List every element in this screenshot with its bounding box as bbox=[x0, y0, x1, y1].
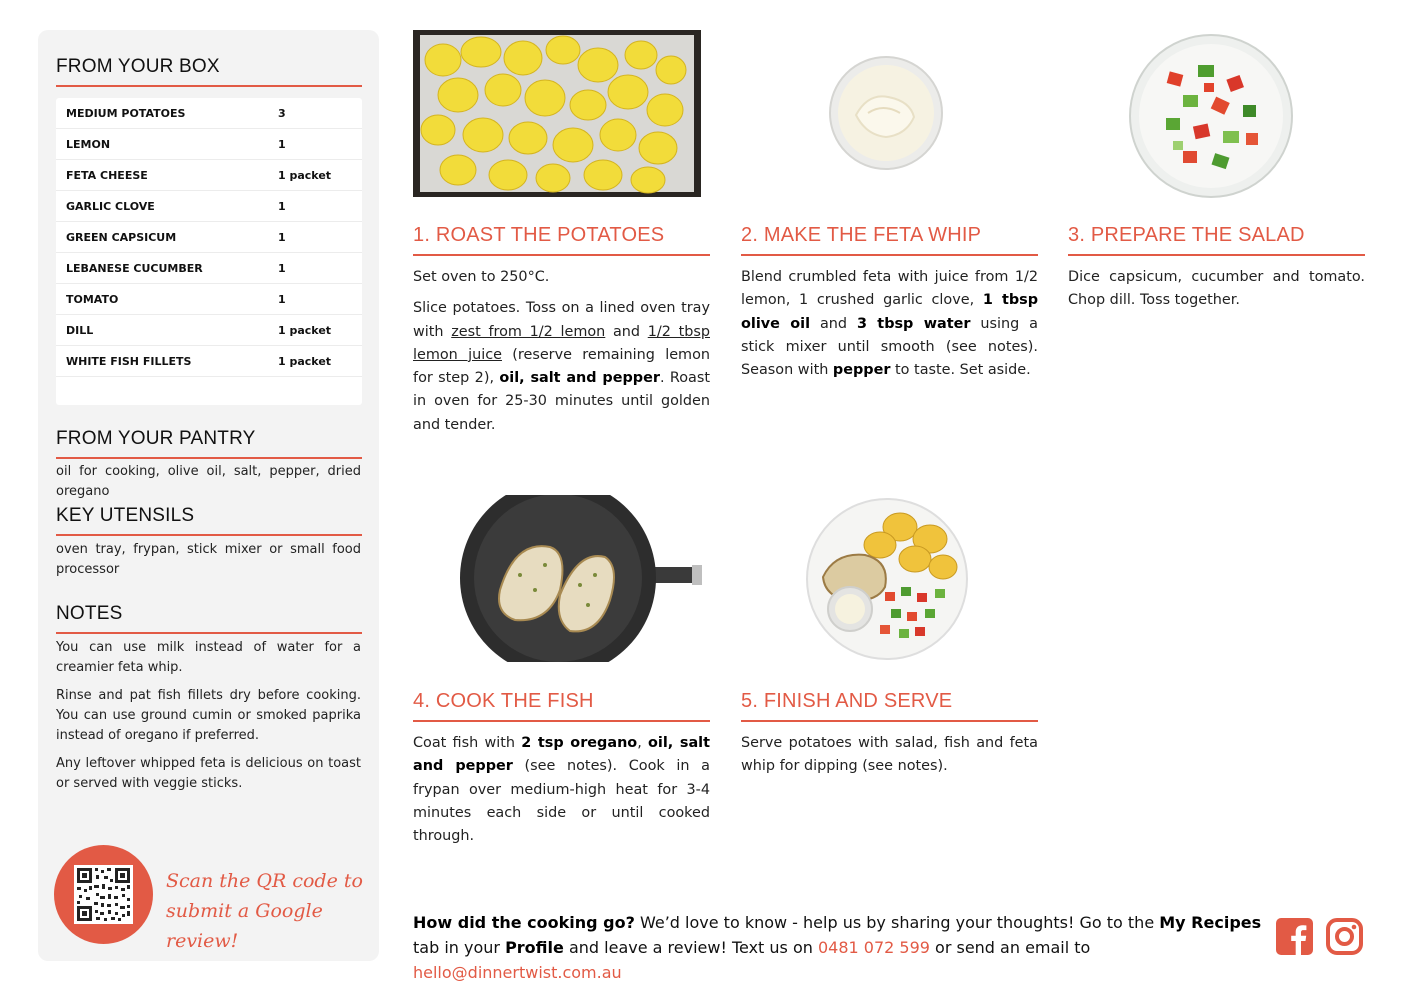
text-run: and bbox=[605, 323, 648, 340]
potatoes-tray-photo bbox=[413, 30, 701, 197]
ingredient-name: DILL bbox=[66, 323, 94, 337]
text-run: 3 tbsp water bbox=[856, 315, 971, 332]
ingredient-qty: 1 bbox=[278, 199, 286, 213]
note-item: You can use milk instead of water for a creamier feta whip. bbox=[56, 640, 361, 675]
ingredient-qty: 1 bbox=[278, 292, 286, 306]
step-3-title: 3. PREPARE THE SALAD bbox=[1068, 224, 1365, 256]
step-5-body bbox=[741, 732, 1038, 787]
ingredient-qty: 1 packet bbox=[278, 354, 332, 368]
text-run: (reserve remaining lemon for step 2), bbox=[413, 346, 710, 387]
step-2-body bbox=[741, 266, 1038, 390]
ingredient-qty: 1 bbox=[278, 261, 286, 275]
table-row bbox=[56, 284, 362, 315]
table-row bbox=[56, 222, 362, 253]
table-row bbox=[56, 191, 362, 222]
text-run: Blend crumbled feta with juice from 1/2 lemon, 1 crushed garlic clove, bbox=[741, 269, 1038, 309]
plated-dish-photo bbox=[805, 497, 969, 661]
text-run: , bbox=[637, 735, 649, 751]
pantry-heading: FROM YOUR PANTRY bbox=[56, 428, 362, 459]
ingredient-name: LEBANESE CUCUMBER bbox=[66, 261, 203, 275]
salad-bowl-photo bbox=[1128, 33, 1294, 199]
text-run: or send an email to bbox=[929, 938, 1091, 957]
text-run: . Roast in oven for 25-30 minutes until golden and tender. bbox=[413, 370, 711, 433]
text-run: Profile bbox=[505, 938, 564, 957]
ingredient-name: LEMON bbox=[66, 137, 111, 151]
qr-badge bbox=[54, 845, 153, 944]
step-3-instructions: Dice capsicum, cucumber and tomato. Chop dill. Toss together. bbox=[1068, 269, 1365, 309]
fish-frypan-photo bbox=[460, 495, 702, 662]
ingredient-name: MEDIUM POTATOES bbox=[66, 106, 186, 120]
qr-code[interactable] bbox=[74, 865, 133, 924]
review-footer bbox=[413, 910, 1263, 985]
table-row bbox=[56, 160, 362, 191]
notes-list bbox=[56, 638, 361, 802]
utensils-text: oven tray, frypan, stick mixer or small food processor bbox=[56, 542, 361, 577]
qr-code-icon bbox=[74, 865, 133, 924]
text-run: Slice potatoes. Toss on a lined oven tray with bbox=[413, 300, 710, 340]
notes-heading: NOTES bbox=[56, 603, 362, 634]
text-run: and bbox=[810, 315, 857, 332]
text-run: (see notes). Cook in a frypan over medium-high heat for 3-4 minutes each side or until cooked through. bbox=[413, 758, 710, 845]
text-run: How did the cooking go? bbox=[413, 913, 635, 932]
qr-message-line2: submit a Google review! bbox=[166, 900, 323, 952]
ingredient-qty: 1 packet bbox=[278, 323, 332, 337]
text-run: tab in your bbox=[413, 938, 506, 957]
sidebar bbox=[38, 30, 379, 961]
step-2-title: 2. MAKE THE FETA WHIP bbox=[741, 224, 1038, 256]
text-run: to taste. Set aside. bbox=[890, 362, 1031, 379]
text-run: 2 tsp oregano bbox=[521, 735, 638, 751]
text-run: using a stick mixer until smooth (see notes). Season with bbox=[741, 315, 1039, 379]
ingredient-qty: 3 bbox=[278, 106, 286, 120]
email-link[interactable]: hello@dinnertwist.com.au bbox=[413, 963, 622, 982]
note-item: Rinse and pat fish fillets dry before cooking. You can use ground cumin or smoked paprika instead of oregano if preferred. bbox=[56, 688, 361, 743]
text-run: pepper bbox=[832, 362, 891, 379]
step-2-instructions bbox=[741, 266, 1038, 382]
table-row bbox=[56, 98, 362, 129]
ingredient-name: TOMATO bbox=[66, 292, 119, 306]
text-run: Coat fish with bbox=[413, 735, 522, 751]
step-3-body bbox=[1068, 266, 1365, 321]
feta-whip-photo bbox=[828, 55, 944, 171]
ingredient-name: WHITE FISH FILLETS bbox=[66, 354, 192, 368]
table-row bbox=[56, 129, 362, 160]
ingredient-qty: 1 packet bbox=[278, 168, 332, 182]
step-4-instructions bbox=[413, 732, 710, 848]
ingredient-qty: 1 bbox=[278, 137, 286, 151]
facebook-icon[interactable] bbox=[1276, 918, 1313, 955]
qr-message bbox=[166, 866, 366, 956]
ingredients-table bbox=[56, 98, 362, 405]
text-run: oil, salt and pepper bbox=[499, 370, 660, 387]
ingredient-name: GREEN CAPSICUM bbox=[66, 230, 177, 244]
ingredient-name: GARLIC CLOVE bbox=[66, 199, 155, 213]
text-run: We’d love to know - help us by sharing your thoughts! Go to the bbox=[634, 913, 1160, 932]
table-row bbox=[56, 315, 362, 346]
note-item: Any leftover whipped feta is delicious on toast or served with veggie sticks. bbox=[56, 756, 361, 791]
text-run: oil, salt and pepper bbox=[413, 735, 710, 775]
pantry-text: oil for cooking, olive oil, salt, pepper, dried oregano bbox=[56, 464, 361, 499]
phone-link[interactable]: 0481 072 599 bbox=[817, 938, 930, 957]
text-run: and leave a review! Text us on bbox=[563, 938, 818, 957]
step-5-title: 5. FINISH AND SERVE bbox=[741, 690, 1038, 722]
instagram-icon[interactable] bbox=[1326, 918, 1363, 955]
step-5-instructions: Serve potatoes with salad, fish and feta whip for dipping (see notes). bbox=[741, 735, 1038, 775]
step-4-title: 4. COOK THE FISH bbox=[413, 690, 710, 722]
utensils-heading: KEY UTENSILS bbox=[56, 505, 362, 536]
ingredient-name: FETA CHEESE bbox=[66, 168, 148, 182]
text-run: 1 tbsp olive oil bbox=[741, 292, 1039, 332]
step-1-preheat: Set oven to 250°C. bbox=[413, 269, 550, 285]
table-row bbox=[56, 253, 362, 284]
ingredient-qty: 1 bbox=[278, 230, 286, 244]
step-4-body bbox=[413, 732, 710, 856]
step-1-instructions bbox=[413, 297, 710, 437]
text-run: My Recipes bbox=[1159, 913, 1262, 932]
text-run: 1/2 tbsp lemon juice bbox=[413, 323, 710, 363]
qr-message-line1: Scan the QR code to bbox=[166, 870, 363, 892]
text-run: zest from 1/2 lemon bbox=[451, 323, 606, 340]
step-1-title: 1. ROAST THE POTATOES bbox=[413, 224, 710, 256]
step-1-body bbox=[413, 266, 710, 445]
box-heading: FROM YOUR BOX bbox=[56, 56, 362, 87]
table-row bbox=[56, 346, 362, 377]
